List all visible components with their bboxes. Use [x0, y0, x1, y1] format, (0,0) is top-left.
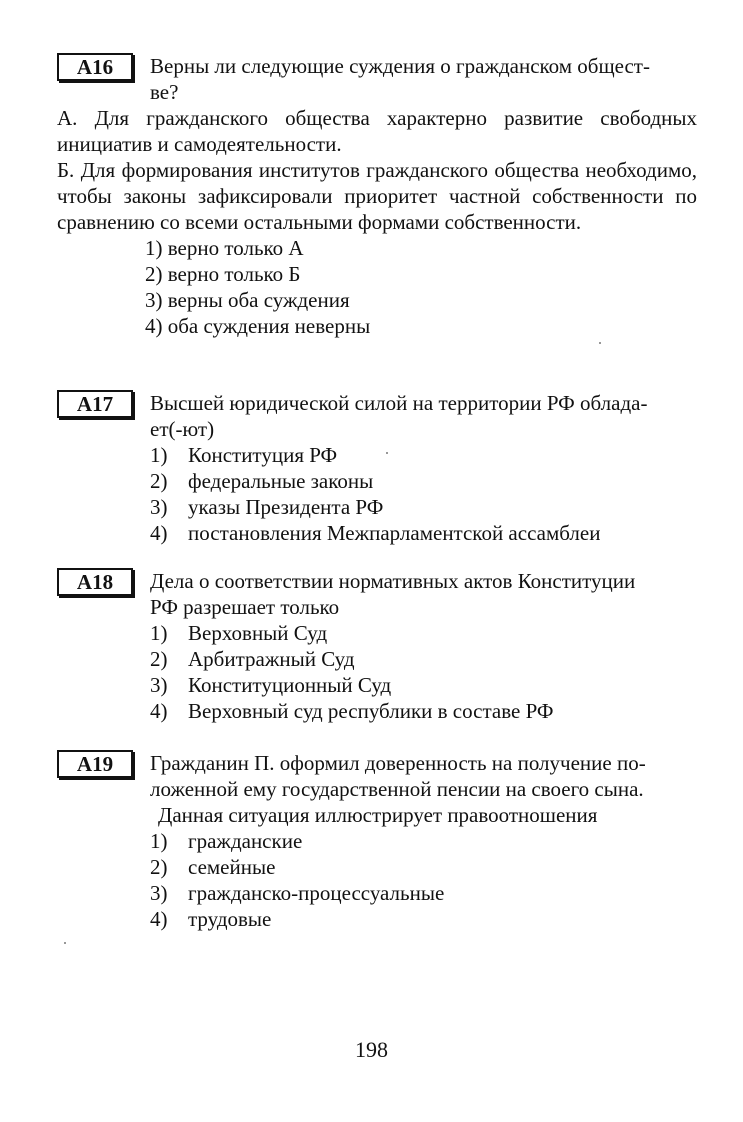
question-stem: [150, 568, 697, 620]
stem-line: Дела о соответствии нормативных актов Конституции: [150, 569, 636, 593]
stem-line: ет(-ют): [150, 417, 215, 441]
question-a19: [57, 750, 697, 932]
option-number: 1): [150, 443, 168, 467]
option-text: семейные: [188, 855, 276, 879]
option-1: [150, 620, 697, 646]
answer-options: [150, 620, 697, 724]
option-text: трудовые: [188, 907, 272, 931]
stem-line: Данная ситуация иллюстрирует правоотношения: [158, 803, 598, 827]
option-text: Конституционный Суд: [188, 673, 392, 697]
statement-a: А. Для гражданского общества характерно развитие свободных инициатив и самодеятельности.: [57, 106, 697, 156]
scan-speck: [599, 342, 601, 344]
option-3: 3) верны оба суждения: [145, 288, 350, 312]
stem-line: Высшей юридической силой на территории РФ облада-: [150, 391, 648, 415]
option-4: [150, 520, 697, 546]
stem-line: РФ разрешает только: [150, 595, 340, 619]
question-a17: [57, 390, 697, 546]
option-number: 2): [150, 647, 168, 671]
option-text: Верховный суд республики в составе РФ: [188, 699, 554, 723]
statement-b: Б. Для формирования институтов гражданского общества необходимо, чтобы законы зафиксировали приоритет частной собственности по сравнению со всеми остальными формами собственности.: [57, 158, 697, 234]
option-text: гражданско-процессуальные: [188, 881, 445, 905]
option-2: [150, 854, 697, 880]
option-4: 4) оба суждения неверны: [145, 314, 371, 338]
option-4: [150, 698, 697, 724]
question-number-box: A17: [57, 390, 133, 418]
option-text: гражданские: [188, 829, 303, 853]
question-stem: [150, 750, 697, 828]
stem-line: ложенной ему государственной пенсии на своего сына.: [150, 777, 644, 801]
page-number: 198: [355, 1037, 388, 1062]
question-a16: [57, 53, 697, 339]
question-number-box: A19: [57, 750, 133, 778]
option-3: [150, 494, 697, 520]
stem-line: ве?: [150, 80, 179, 104]
stem-line: Гражданин П. оформил доверенность на получение по-: [150, 751, 646, 775]
question-a18: [57, 568, 697, 724]
option-number: 1): [150, 829, 168, 853]
option-number: 3): [150, 495, 168, 519]
question-number-box: A16: [57, 53, 133, 81]
option-number: 4): [150, 521, 168, 545]
option-text: постановления Межпарламентской ассамблеи: [188, 521, 601, 545]
option-text: федеральные законы: [188, 469, 374, 493]
stem-line: Верны ли следующие суждения о гражданском общест-: [150, 54, 650, 78]
option-1: [150, 828, 697, 854]
option-text: Арбитражный Суд: [188, 647, 355, 671]
scan-speck: [64, 942, 66, 944]
question-stem: [150, 53, 697, 105]
option-text: указы Президента РФ: [188, 495, 384, 519]
option-3: [150, 672, 697, 698]
option-1: [150, 442, 697, 468]
option-text: Конституция РФ: [188, 443, 338, 467]
option-number: 3): [150, 673, 168, 697]
option-4: [150, 906, 697, 932]
scan-speck: [386, 452, 388, 454]
option-2: [150, 468, 697, 494]
option-number: 3): [150, 881, 168, 905]
question-stem: [150, 390, 697, 442]
option-number: 2): [150, 469, 168, 493]
option-2: 2) верно только Б: [145, 262, 301, 286]
answer-options: [150, 442, 697, 546]
answer-options: [150, 828, 697, 932]
answer-options: [145, 235, 697, 339]
option-3: [150, 880, 697, 906]
option-2: [150, 646, 697, 672]
option-number: 2): [150, 855, 168, 879]
option-1: 1) верно только А: [145, 236, 304, 260]
option-number: 1): [150, 621, 168, 645]
option-number: 4): [150, 699, 168, 723]
option-number: 4): [150, 907, 168, 931]
option-text: Верховный Суд: [188, 621, 328, 645]
question-number-box: A18: [57, 568, 133, 596]
